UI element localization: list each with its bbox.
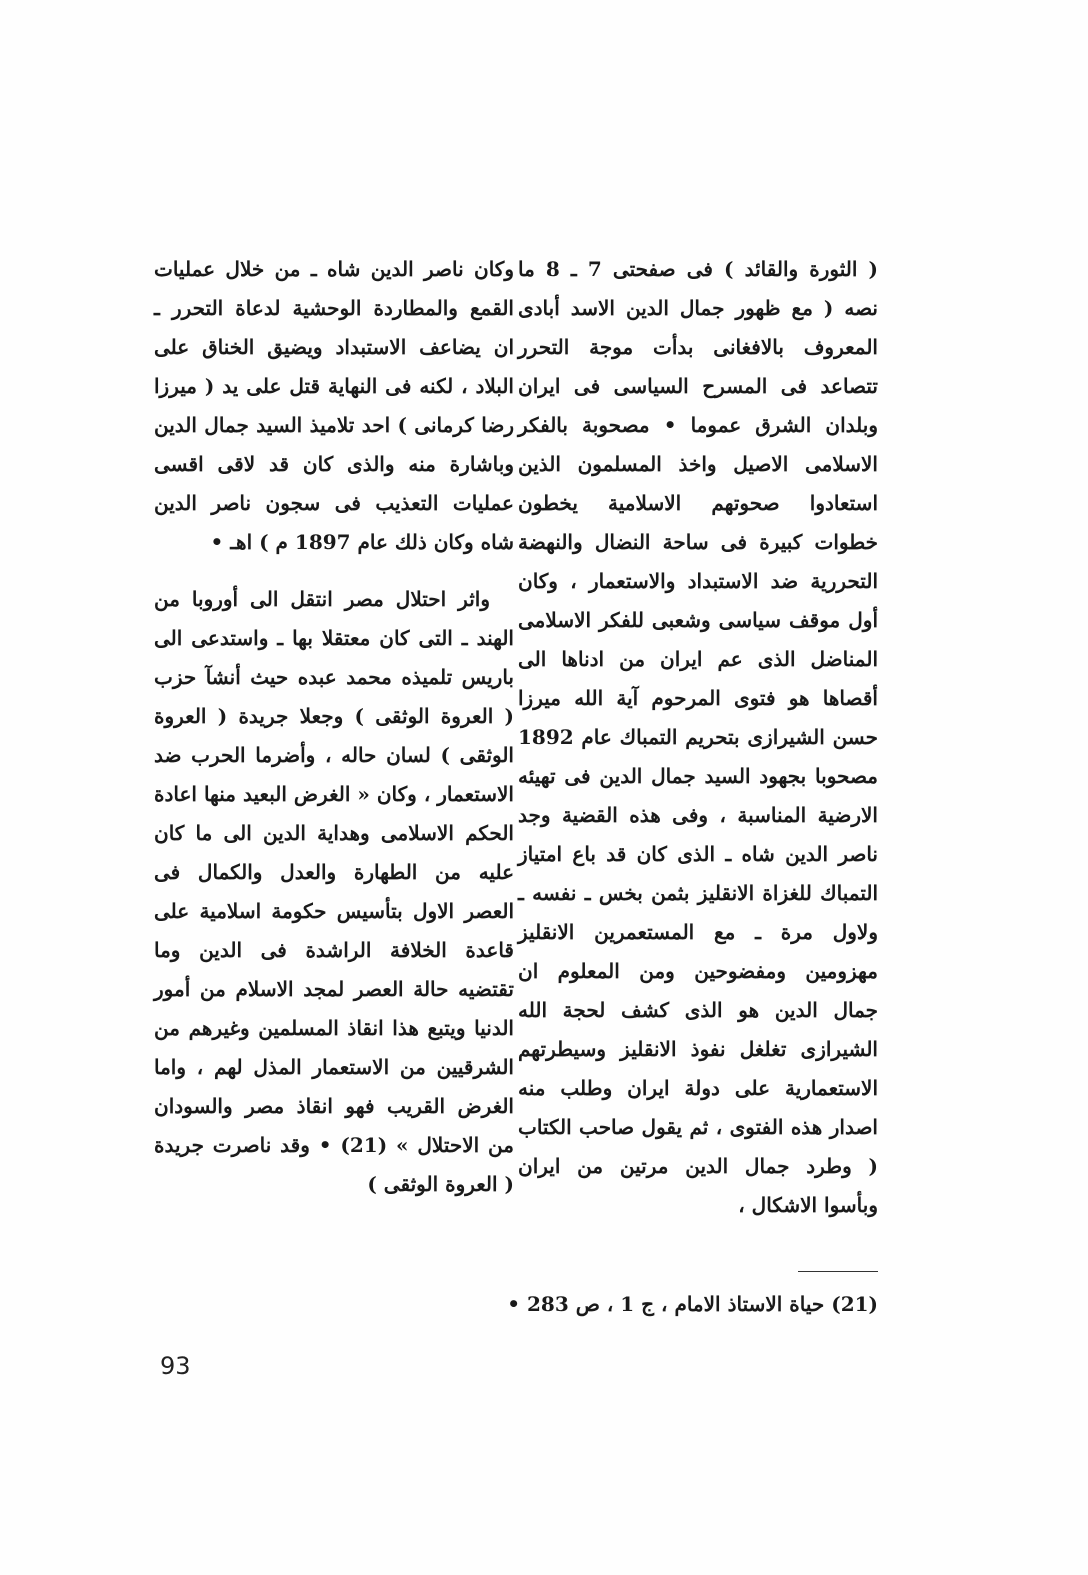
text-column-right — [518, 250, 878, 1225]
page-number: 93 — [160, 1352, 191, 1380]
text-column-left — [154, 250, 514, 1204]
paragraph: ( الثورة والقائد ) فى صفحتى 7 ـ 8 ما نصه ( مع ظهور جمال الدين الاسد أبادى المعروف بالافغانى بدأت موجة التحرر تتصاعد فى المسرح السياسى فى ايران وبلدان الشرق عموما • مصحوبة بالفكر الاسلامى الاصيل واخذ المسلمون الذين استعادوا صحوتهم الاسلامية يخطون خطوات كبيرة فى ساحة النضال والنهضة التحررية ضد الاستبداد والاستعمار ، وكان أول موقف سياسى وشعبى للفكر الاسلامى المناضل الذى عم ايران من ادناها الى أقصاها هو فتوى المرحوم آية الله ميرزا حسن الشيرازى بتحريم التمباك عام 1892 مصحوبا بجهود السيد جمال الدين فى تهيئه الارضية المناسبة ، وفى هذه القضية وجد ناصر الدين شاه ـ الذى كان قد باع امتياز التمباك للغزاة الانقليز بثمن بخس ـ نفسه ـ ولاول مرة ـ مع المستعمرين الانقليز مهزومين ومفضوحين ومن المعلوم ان جمال الدين هو الذى كشف لحجة الله الشيرازى تغلغل نفوذ الانقليز وسيطرتهم الاستعمارية على دولة ايران وطلب منه اصدار هذه الفتوى ، ثم يقول صاحب الكتاب ( وطرد جمال الدين مرتين من ايران وبأسوا الاشكال ، — [518, 257, 878, 1217]
footnote-divider — [798, 1271, 878, 1272]
paragraph: واثر احتلال مصر انتقل الى أوروبا من الهند ـ التى كان معتقلا بها ـ واستدعى الى باريس تلميذه محمد عبده حيث أنشآ حزب ( العروة الوثقى ) وجعلا جريدة ( العروة الوثقى ) لسان حاله ، وأضرما الحرب ضد الاستعمار ، وكان « الغرض البعيد منها اعادة الحكم الاسلامى وهداية الدين الى ما كان عليه من الطهارة والعدل والكمال فى العصر الاول بتأسيس حكومة اسلامية على قاعدة الخلافة الراشدة فى الدين وما تقتضيه حالة العصر لمجد الاسلام من أمور الدنيا ويتبع هذا انقاذ المسلمين وغيرهم من الشرقيين من الاستعمار المذل لهم ، واما الغرض القريب فهو انقاذ مصر والسودان من الاحتلال » (21) • وقد ناصرت جريدة ( العروة الوثقى ) — [154, 587, 514, 1196]
paragraph: وكان ناصر الدين شاه ـ من خلال عمليات القمع والمطاردة الوحشية لدعاة التحرر ـ ان يضاعف الاستبداد ويضيق الخناق على البلاد ، لكنه فى النهاية قتل على يد ( ميرزا رضا كرمانى ) احد تلاميذ السيد جمال الدين وباشارة منه والذى كان قد لاقى اقسى عمليات التعذيب فى سجون ناصر الدين شاه وكان ذلك عام 1897 م ) اهـ • — [154, 257, 514, 554]
footnote: (21) حياة الاستاذ الامام ، ج 1 ، ص 283 • — [507, 1292, 878, 1316]
